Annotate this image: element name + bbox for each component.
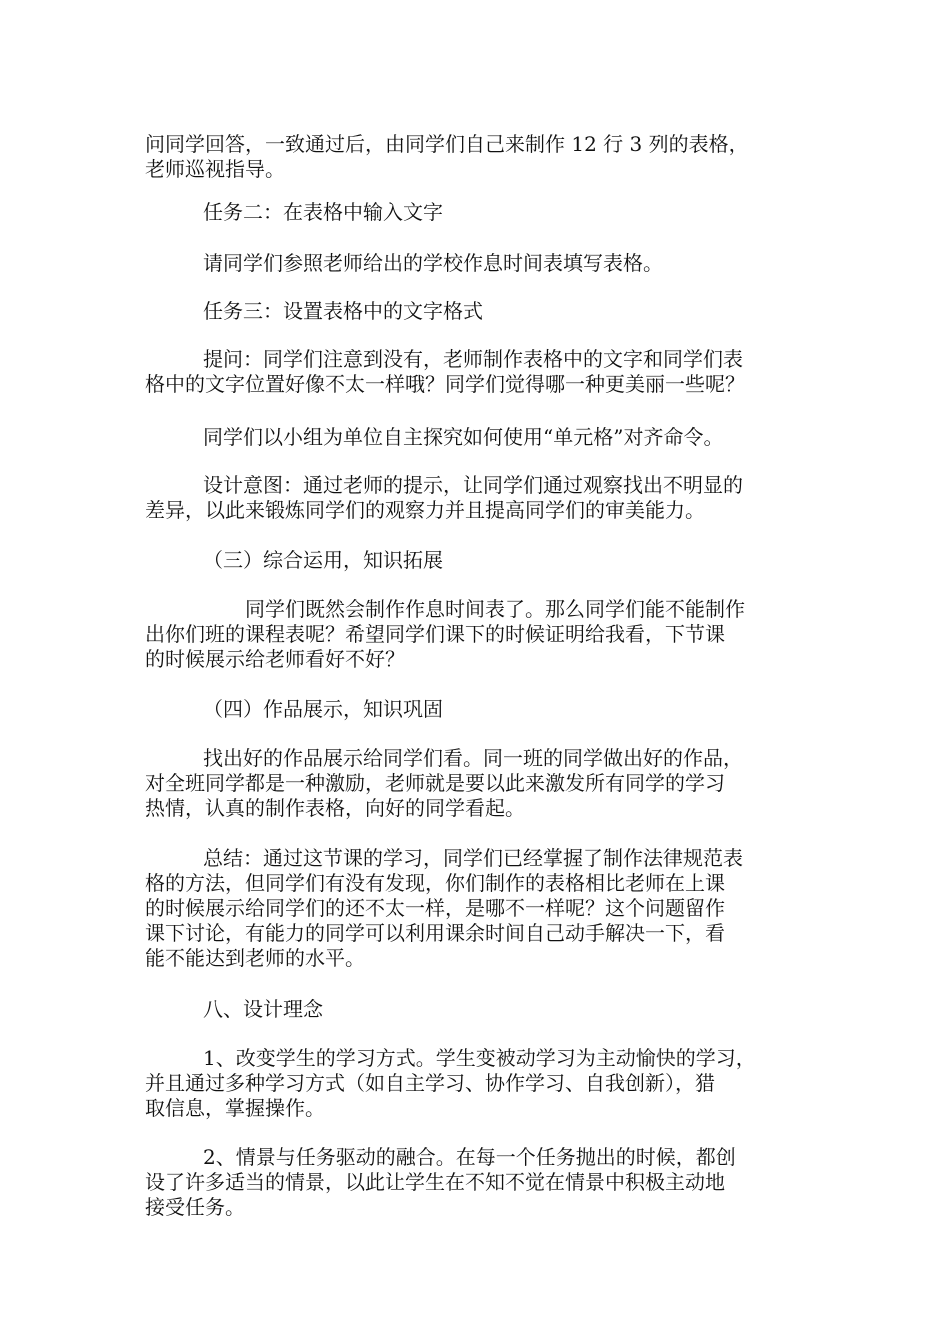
paragraph-learning-mode: [145, 1046, 810, 1121]
paragraph-question: [145, 347, 810, 397]
paragraph-course-schedule: [145, 597, 810, 672]
text-line: 2、情景与任务驱动的融合。在每一个任务抛出的时候，都创: [203, 1145, 736, 1169]
text-line: 总结：通过这节课的学习，同学们已经掌握了制作法律规范表: [203, 846, 743, 870]
text-line: 的时候展示给老师看好不好？: [145, 647, 405, 671]
text-line: 请同学们参照老师给出的学校作息时间表填写表格。: [203, 251, 663, 275]
text-line: 热情，认真的制作表格，向好的同学看起。: [145, 796, 525, 820]
text-line: 并且通过多种学习方式（如自主学习、协作学习、自我创新），猎: [145, 1071, 715, 1095]
text-line: 对全班同学都是一种激励，老师就是要以此来激发所有同学的学习: [145, 771, 725, 795]
section-eight-heading: [145, 997, 810, 1022]
section-three-heading: [145, 548, 810, 573]
paragraph-table-making: [145, 132, 810, 182]
text-line: 问同学回答，一致通过后，由同学们自己来制作 12 行 3 列的表格，: [145, 132, 749, 156]
text-line: 任务三：设置表格中的文字格式: [203, 299, 483, 323]
text-line: 八、设计理念: [203, 997, 323, 1021]
text-line: 课下讨论，有能力的同学可以利用课余时间自己动手解决一下，看: [145, 921, 725, 945]
task-two-heading: [145, 200, 810, 225]
paragraph-fill-table: [145, 251, 810, 276]
paragraph-group-explore: [145, 425, 810, 450]
paragraph-design-intent: [145, 473, 810, 523]
task-three-heading: [145, 299, 810, 324]
text-line: 老师巡视指导。: [145, 157, 285, 181]
text-line: 同学们以小组为单位自主探究如何使用“单元格”对齐命令。: [203, 425, 724, 449]
text-line: （三）综合运用，知识拓展: [203, 548, 443, 572]
text-line: 设计意图：通过老师的提示，让同学们通过观察找出不明显的: [203, 473, 743, 497]
text-line: 设了许多适当的情景，以此让学生在不知不觉在情景中积极主动地: [145, 1170, 725, 1194]
paragraph-scenario-task: [145, 1145, 810, 1220]
text-line: 出你们班的课程表呢？希望同学们课下的时候证明给我看，下节课: [145, 622, 725, 646]
text-line: 提问：同学们注意到没有，老师制作表格中的文字和同学们表: [203, 347, 743, 371]
text-line: 格中的文字位置好像不太一样哦？同学们觉得哪一种更美丽一些呢？: [145, 372, 745, 396]
text-line: 接受任务。: [145, 1195, 245, 1219]
text-line: 的时候展示给同学们的还不太一样，是哪不一样呢？这个问题留作: [145, 896, 725, 920]
text-line: 任务二：在表格中输入文字: [203, 200, 443, 224]
text-line: （四）作品展示，知识巩固: [203, 697, 443, 721]
text-line: 格的方法，但同学们有没有发现，你们制作的表格相比老师在上课: [145, 871, 725, 895]
section-four-heading: [145, 697, 810, 722]
text-line: 同学们既然会制作作息时间表了。那么同学们能不能制作: [245, 597, 745, 621]
paragraph-showcase: [145, 746, 810, 821]
text-line: 取信息，掌握操作。: [145, 1096, 325, 1120]
text-line: 能不能达到老师的水平。: [145, 946, 365, 970]
paragraph-summary: [145, 846, 810, 971]
text-line: 找出好的作品展示给同学们看。同一班的同学做出好的作品，: [203, 746, 743, 770]
text-line: 1、改变学生的学习方式。学生变被动学习为主动愉快的学习，: [203, 1046, 756, 1070]
text-line: 差异，以此来锻炼同学们的观察力并且提高同学们的审美能力。: [145, 498, 705, 522]
